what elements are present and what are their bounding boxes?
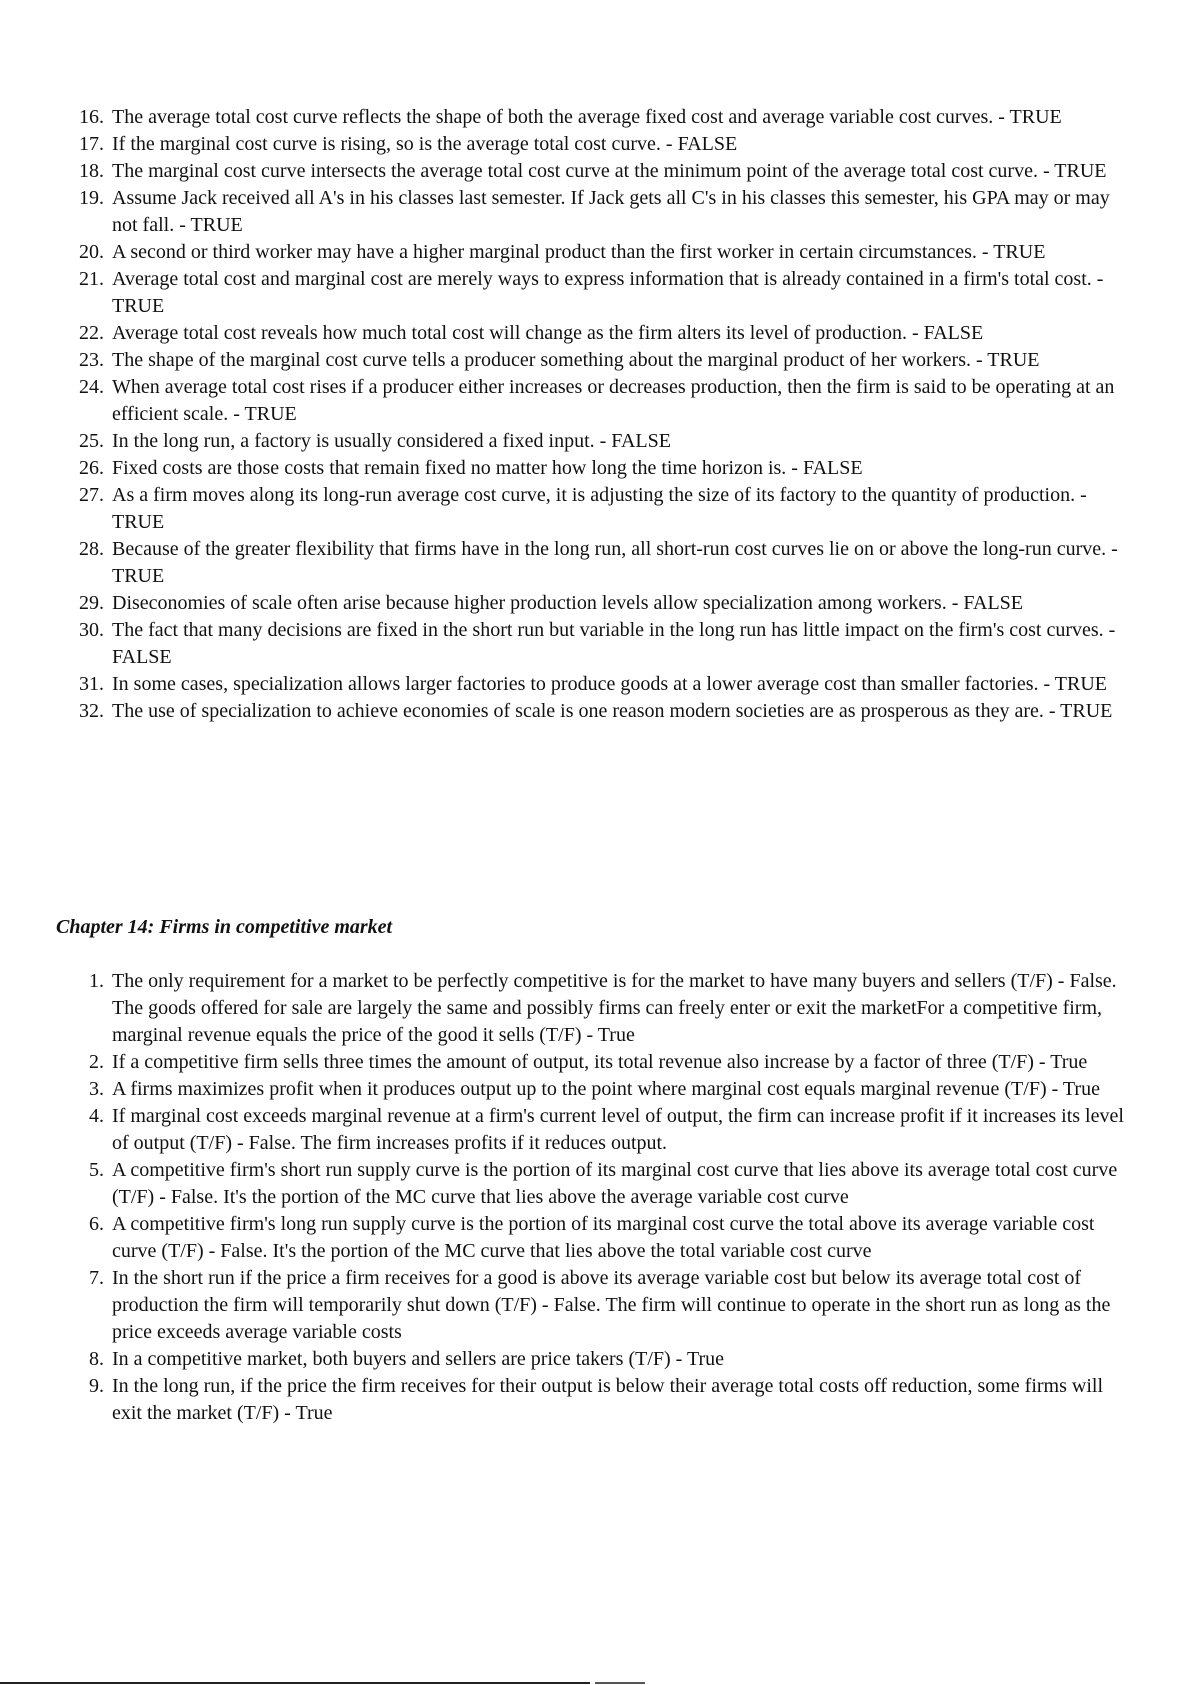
item-text: The shape of the marginal cost curve tells a producer something about the marginal product of her workers. - TRUE xyxy=(112,349,1040,371)
item-number: 26. xyxy=(79,457,104,479)
item-number: 5. xyxy=(89,1159,104,1181)
list-item xyxy=(0,320,1191,347)
item-number: 17. xyxy=(79,133,104,155)
list-item xyxy=(0,266,1191,320)
item-text: If marginal cost exceeds marginal revenue at a firm's current level of output, the firm can increase profit if it increases its level of output (T/F) - False. The firm increases profits if it reduces output. xyxy=(112,1105,1124,1154)
list-item xyxy=(0,131,1191,158)
list-item xyxy=(0,1211,1191,1265)
item-number: 23. xyxy=(79,349,104,371)
list-item xyxy=(0,671,1191,698)
item-number: 29. xyxy=(79,592,104,614)
list-item xyxy=(0,158,1191,185)
item-number: 16. xyxy=(79,106,104,128)
list-item xyxy=(0,455,1191,482)
item-number: 4. xyxy=(89,1105,104,1127)
item-text: Diseconomies of scale often arise because higher production levels allow specialization among workers. - FALSE xyxy=(112,592,1024,614)
item-text: Average total cost reveals how much total cost will change as the firm alters its level of production. - FALSE xyxy=(112,322,984,344)
item-text: In the short run if the price a firm receives for a good is above its average variable cost but below its average total cost of production the firm will temporarily shut down (T/F) - False. The firm will continue to operate in the short run as long as the price exceeds average variable costs xyxy=(112,1267,1111,1343)
list-item xyxy=(0,104,1191,131)
item-text: Because of the greater flexibility that firms have in the long run, all short-run cost curves lie on or above the long-run curve. - TRUE xyxy=(112,538,1118,587)
list-item xyxy=(0,1265,1191,1346)
item-number: 24. xyxy=(79,376,104,398)
chapter-heading: Chapter 14: Firms in competitive market xyxy=(56,916,393,938)
list-item xyxy=(0,374,1191,428)
item-text: In some cases, specialization allows larger factories to produce goods at a lower average cost than smaller factories. - TRUE xyxy=(112,673,1108,695)
list-item xyxy=(0,482,1191,536)
item-number: 18. xyxy=(79,160,104,182)
item-text: If a competitive firm sells three times the amount of output, its total revenue also increase by a factor of three (T/F) - True xyxy=(112,1051,1088,1073)
item-text: A competitive firm's long run supply curve is the portion of its marginal cost curve the total above its average variable cost curve (T/F) - False. It's the portion of the MC curve that lies above the total variable cost curve xyxy=(112,1213,1095,1262)
item-number: 8. xyxy=(89,1348,104,1370)
item-text: When average total cost rises if a producer either increases or decreases production, then the firm is said to be operating at an efficient scale. - TRUE xyxy=(112,376,1115,425)
item-text: A competitive firm's short run supply curve is the portion of its marginal cost curve that lies above its average total cost curve (T/F) - False. It's the portion of the MC curve that lies above the average variable cost curve xyxy=(112,1159,1118,1208)
footer-rule xyxy=(0,1682,590,1684)
list-item xyxy=(0,1346,1191,1373)
question-list-chapter-14 xyxy=(0,968,1191,1427)
list-item xyxy=(0,968,1191,1049)
item-number: 31. xyxy=(79,673,104,695)
item-text: A firms maximizes profit when it produces output up to the point where marginal cost equals marginal revenue (T/F) - True xyxy=(112,1078,1100,1100)
item-text: The marginal cost curve intersects the average total cost curve at the minimum point of the average total cost curve. - TRUE xyxy=(112,160,1107,182)
list-item xyxy=(0,239,1191,266)
list-item xyxy=(0,1076,1191,1103)
item-text: The use of specialization to achieve economies of scale is one reason modern societies are as prosperous as they are. - TRUE xyxy=(112,700,1113,722)
list-item xyxy=(0,1049,1191,1076)
item-number: 2. xyxy=(89,1051,104,1073)
item-text: A second or third worker may have a higher marginal product than the first worker in certain circumstances. - TRUE xyxy=(112,241,1046,263)
list-item xyxy=(0,536,1191,590)
item-text: As a firm moves along its long-run average cost curve, it is adjusting the size of its factory to the quantity of production. - TRUE xyxy=(112,484,1087,533)
item-number: 32. xyxy=(79,700,104,722)
item-number: 9. xyxy=(89,1375,104,1397)
item-text: Average total cost and marginal cost are merely ways to express information that is already contained in a firm's total cost. - TRUE xyxy=(112,268,1104,317)
item-text: If the marginal cost curve is rising, so is the average total cost curve. - FALSE xyxy=(112,133,738,155)
item-text: In a competitive market, both buyers and sellers are price takers (T/F) - True xyxy=(112,1348,725,1370)
item-number: 20. xyxy=(79,241,104,263)
item-number: 30. xyxy=(79,619,104,641)
list-item xyxy=(0,185,1191,239)
item-text: The fact that many decisions are fixed in the short run but variable in the long run has little impact on the firm's cost curves. - FALSE xyxy=(112,619,1116,668)
item-number: 1. xyxy=(89,970,104,992)
list-item xyxy=(0,428,1191,455)
list-item xyxy=(0,1157,1191,1211)
list-item xyxy=(0,590,1191,617)
item-number: 3. xyxy=(89,1078,104,1100)
item-text: The only requirement for a market to be perfectly competitive is for the market to have many buyers and sellers (T/F) - False. The goods offered for sale are largely the same and possibly firms can freely enter or exit the marketFor a competitive firm, marginal revenue equals the price of the good it sells (T/F) - True xyxy=(112,970,1117,1046)
footer-mark xyxy=(595,1682,645,1684)
item-text: Fixed costs are those costs that remain fixed no matter how long the time horizon is. - FALSE xyxy=(112,457,863,479)
item-number: 22. xyxy=(79,322,104,344)
item-number: 21. xyxy=(79,268,104,290)
list-item xyxy=(0,347,1191,374)
list-item xyxy=(0,1373,1191,1427)
list-item xyxy=(0,617,1191,671)
item-number: 19. xyxy=(79,187,104,209)
item-number: 25. xyxy=(79,430,104,452)
list-item xyxy=(0,698,1191,725)
item-text: The average total cost curve reflects the shape of both the average fixed cost and average variable cost curves. - TRUE xyxy=(112,106,1062,128)
item-text: Assume Jack received all A's in his classes last semester. If Jack gets all C's in his classes this semester, his GPA may or may not fall. - TRUE xyxy=(112,187,1110,236)
item-number: 7. xyxy=(89,1267,104,1289)
item-number: 27. xyxy=(79,484,104,506)
item-text: In the long run, a factory is usually considered a fixed input. - FALSE xyxy=(112,430,671,452)
item-number: 6. xyxy=(89,1213,104,1235)
item-number: 28. xyxy=(79,538,104,560)
list-item xyxy=(0,1103,1191,1157)
question-list-chapter-13 xyxy=(0,104,1191,725)
item-text: In the long run, if the price the firm receives for their output is below their average total costs off reduction, some firms will exit the market (T/F) - True xyxy=(112,1375,1104,1424)
